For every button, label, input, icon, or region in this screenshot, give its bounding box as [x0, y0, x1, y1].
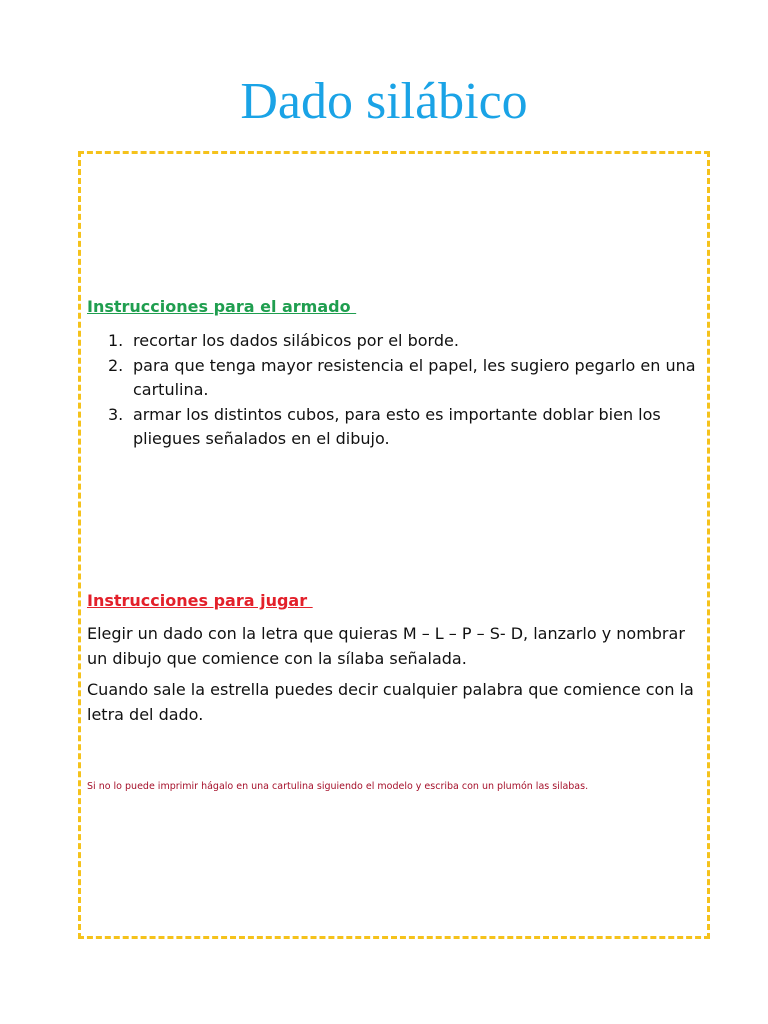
- list-item: [108, 354, 698, 403]
- step-text: armar los distintos cubos, para esto es importante doblar bien los pliegues señalados en el dibujo.: [133, 404, 661, 448]
- step-text: recortar los dados silábicos por el borde.: [133, 331, 459, 350]
- play-paragraph: Elegir un dado con la letra que quieras M – L – P – S- D, lanzarlo y nombrar un dibujo que comience con la sílaba señalada.: [87, 624, 685, 668]
- list-item: [108, 329, 698, 354]
- assembly-instructions-heading: Instrucciones para el armado: [87, 297, 357, 316]
- step-text: para que tenga mayor resistencia el papel, les sugiero pegarlo en una cartulina.: [133, 355, 696, 399]
- play-instructions-heading: Instrucciones para jugar: [87, 591, 313, 610]
- dashed-border-frame: [78, 151, 710, 939]
- step-number: 3.: [108, 404, 124, 424]
- list-item: [108, 403, 698, 452]
- page-title: Dado silábico: [240, 73, 528, 130]
- assembly-steps-list: [108, 329, 698, 452]
- step-number: 2.: [108, 355, 124, 375]
- play-paragraph: Cuando sale la estrella puedes decir cualquier palabra que comience con la letra del dado.: [87, 680, 694, 724]
- print-footnote: Si no lo puede imprimir hágalo en una cartulina siguiendo el modelo y escriba con un plumón las silabas.: [87, 781, 589, 792]
- step-number: 1.: [108, 331, 124, 350]
